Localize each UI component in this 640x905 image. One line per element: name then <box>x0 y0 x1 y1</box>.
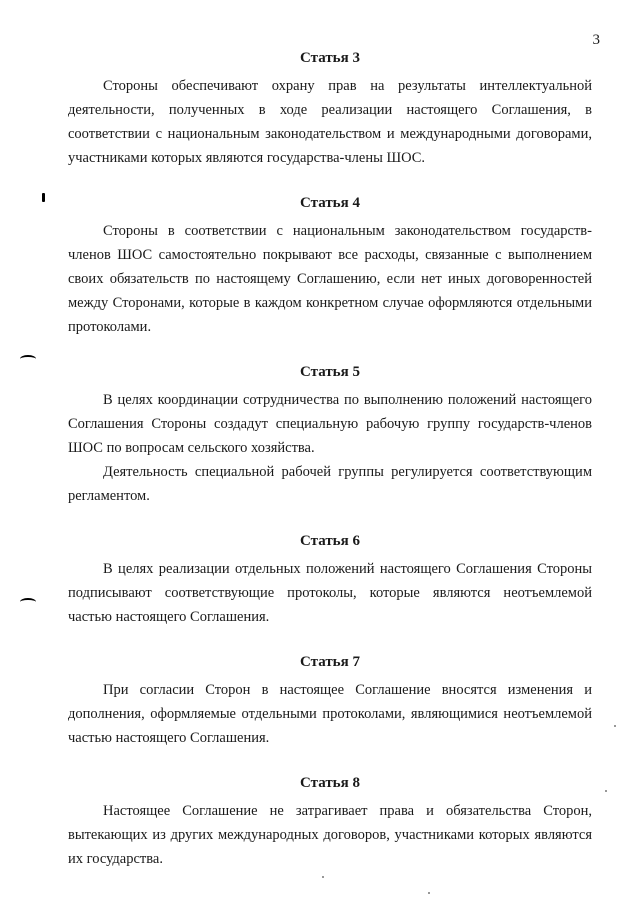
article-title: Статья 5 <box>300 364 360 380</box>
article-5 <box>68 362 592 508</box>
article-paragraph: Стороны обеспечивают охрану прав на результаты интеллектуальной деятельности, полученных в ходе реализации настоящего Соглашения, в соответствии с национальным законодательством и международными договорами, участниками которых являются государства-члены ШОС. <box>68 78 592 166</box>
article-title: Статья 6 <box>300 533 360 549</box>
article-title: Статья 7 <box>300 654 360 670</box>
article-paragraph: Настоящее Соглашение не затрагивает права и обязательства Сторон, вытекающих из других международных договоров, участниками которых являются их государства. <box>68 803 592 867</box>
article-paragraph: Деятельность специальной рабочей группы регулируется соответствующим регламентом. <box>68 464 592 504</box>
article-7 <box>68 652 592 750</box>
scan-speck <box>605 790 607 792</box>
article-title: Статья 4 <box>300 195 360 211</box>
article-paragraph: В целях реализации отдельных положений настоящего Соглашения Стороны подписывают соответствующие протоколы, которые являются неотъемлемой частью настоящего Соглашения. <box>68 561 592 625</box>
article-3 <box>68 48 592 170</box>
scan-artifact-arc <box>20 598 36 606</box>
scan-artifact-mark <box>42 193 45 202</box>
article-title: Статья 8 <box>300 775 360 791</box>
article-6 <box>68 531 592 629</box>
article-4 <box>68 193 592 339</box>
scan-artifact-arc <box>20 355 36 363</box>
article-8 <box>68 773 592 871</box>
page-number: 3 <box>592 32 600 48</box>
article-paragraph: В целях координации сотрудничества по выполнению положений настоящего Соглашения Стороны создадут специальную рабочую группу государств-членов ШОС по вопросам сельского хозяйства. <box>68 392 592 456</box>
article-paragraph: Стороны в соответствии с национальным законодательством государств-членов ШОС самостоятельно покрывают все расходы, связанные с выполнением своих обязательств по настоящему Соглашению, если нет иных договоренностей между Сторонами, которые в каждом конкретном случае оформляются отдельными протоколами. <box>68 223 592 335</box>
articles-container <box>68 48 592 894</box>
article-paragraph: При согласии Сторон в настоящее Соглашение вносятся изменения и дополнения, оформляемые отдельными протоколами, являющимися неотъемлемой частью настоящего Соглашения. <box>68 682 592 746</box>
scan-speck <box>614 725 616 727</box>
article-title: Статья 3 <box>300 50 360 66</box>
